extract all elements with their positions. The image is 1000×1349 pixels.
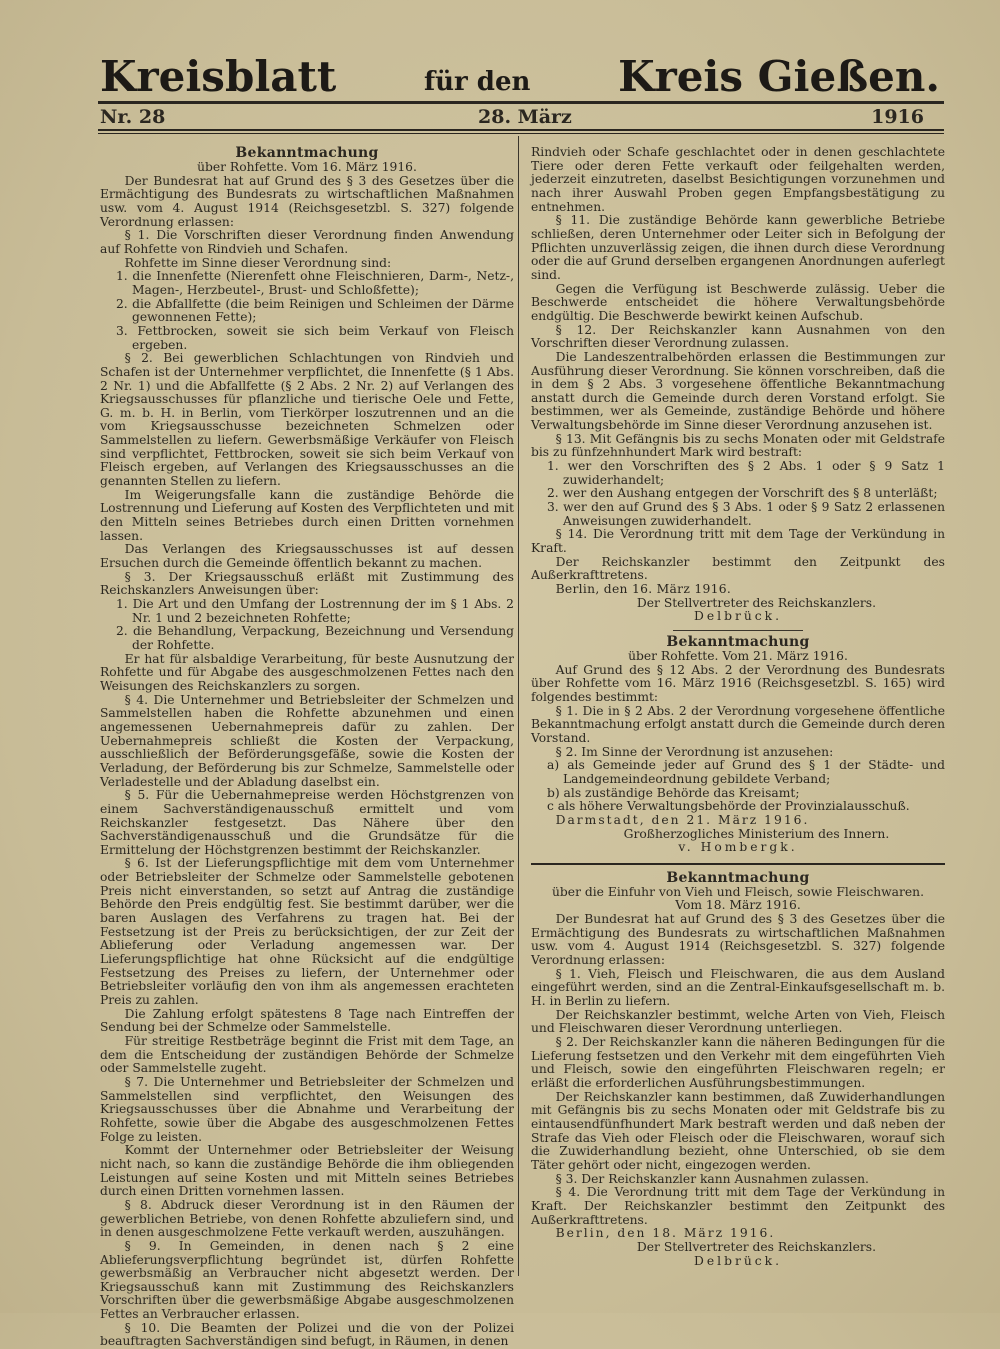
issue-year: 1916 (871, 106, 924, 128)
paragraph: § 1. Die Vorschriften dieser Verordnung finden Anwendung auf Rohfette von Rindvieh und Schafen. (100, 228, 514, 256)
issue-date: 28. März (478, 106, 572, 128)
column-divider (518, 136, 519, 1276)
paragraph: Das Verlangen des Kriegsausschusses ist auf dessen Ersuchen durch die Gemeinde öffentlich bekannt zu machen. (100, 542, 514, 571)
paragraph: § 6. Ist der Lieferungspflichtige mit dem vom Unternehmer oder Betriebsleiter der Schmelze oder Sammelstelle gebotenen Preis nicht einverstanden, so setzt auf Antrag die zuständige Behörde den Preis endgültig fest. Sie bestimmt darüber, wer die baren Auslagen des Verfahrens zu tragen hat. Bei der Festsetzung ist der Preis zu berücksichtigen, der zur Zeit der Ablieferung oder Verladung angemessen war. Der Lieferungspflichtige hat ohne Rücksicht auf die endgültige Festsetzung des Preises zu liefern, der Unternehmer oder Betriebsleiter vorläufig den von ihm als angemessen erachteten Preis zu zahlen. (100, 856, 514, 1008)
paragraph: § 12. Der Reichskanzler kann Ausnahmen von den Vorschriften dieser Verordnung zulassen. (531, 322, 945, 351)
article-heading: Bekanntmachung (235, 145, 379, 161)
paragraph: Im Weigerungsfalle kann die zuständige Behörde die Lostrennung und Lieferung auf Kosten des Verpflichteten und mit den Mitteln seines Betriebes durch einen Dritten vornehmen lassen. (100, 487, 514, 543)
paragraph: § 5. Für die Uebernahmepreise werden Höchstgrenzen von einem Sachverständigenausschuß ermittelt und vom Reichskanzler festgesetzt. Das Nähere über den Sachverständigenausschuß und die Grundsätze für die Ermittelung der Höchstgrenzen bestimmt der Reichskanzler. (100, 788, 514, 857)
paragraph: Auf Grund des § 12 Abs. 2 der Verordnung des Bundesrats über Rohfette vom 16. März 1916 (Reichsgesetzbl. S. 165) wird folgendes bestimmt: (531, 662, 945, 704)
list-item: 3. wer den auf Grund des § 3 Abs. 1 oder § 9 Satz 2 erlassenen Anweisungen zuwiderhandelt. (546, 500, 945, 528)
paragraph: § 4. Die Unternehmer und Betriebsleiter der Schmelzen und Sammelstellen haben die Rohfette abzunehmen und einen angemessenen Uebernahmepreis dafür zu zahlen. Der Uebernahmepreis schließt die Kosten der Verpackung, ausschließlich der Beförderungsgefäße, sowie die Kosten der Verladung, der Beförderung bis zur Schmelze, Sammelstelle oder Verladestelle und der Abladung daselbst ein. (100, 692, 514, 789)
article-subtitle: über Rohfette. Vom 16. März 1916. (197, 160, 417, 174)
issue-number: Nr. 28 (100, 106, 166, 128)
list-item: 1. die Innenfette (Nierenfett ohne Fleischnieren, Darm-, Netz-, Magen-, Herzbeutel-, Brust- und Schloßfette); (115, 269, 514, 297)
paragraph: Der Bundesrat hat auf Grund des § 3 des Gesetzes über die Ermächtigung des Bundesrats zu wirtschaftlichen Maßnahmen usw. vom 4. August 1914 (Reichsgesetzbl. S. 327) folgende Verordnung erlassen: (100, 173, 514, 229)
paragraph: § 1. Vieh, Fleisch und Fleischwaren, die aus dem Ausland eingeführt werden, sind an die Zentral-Einkaufsgesellschaft m. b. H. in Berlin zu liefern. (531, 966, 945, 1009)
paragraph: § 3. Der Reichskanzler kann Ausnahmen zulassen. (555, 1171, 869, 1186)
masthead-title-part2: für den (423, 67, 531, 97)
paragraph: § 14. Die Verordnung tritt mit dem Tage der Verkündung in Kraft. (531, 527, 945, 556)
paragraph: Der Bundesrat hat auf Grund des § 3 des Gesetzes über die Ermächtigung des Bundesrats zu wirtschaftlichen Maßnahmen usw. vom 4. August 1914 (Reichsgesetzbl. S. 327) folgende Verordnung erlassen: (531, 912, 945, 968)
place-date: Darmstadt, den 21. März 1916. (555, 812, 810, 827)
list-item: 2. die Behandlung, Verpackung, Bezeichnung und Versendung der Rohfette. (115, 624, 514, 652)
paragraph: § 11. Die zuständige Behörde kann gewerbliche Betriebe schließen, deren Unternehmer oder Leiter sich in Befolgung der Pflichten unzuverlässig zeigen, die ihnen durch diese Verordnung oder die auf Grund derselben ergangenen Anordnungen auferlegt sind. (531, 213, 945, 282)
paragraph: § 10. Die Beamten der Polizei und die von der Polizei beauftragten Sachverständigen sind befugt, in Räumen, in denen (100, 1320, 514, 1349)
paragraph: Der Reichskanzler bestimmt den Zeitpunkt des Außerkrafttretens. (531, 554, 945, 583)
signature-title: Der Stellvertreter des Reichskanzlers. (636, 1239, 876, 1254)
paragraph: Für streitige Restbeträge beginnt die Frist mit dem Tage, an dem die Entscheidung der zuständigen Behörde der Schmelze oder Sammelstelle zugeht. (100, 1034, 514, 1076)
list-item: 2. wer den Aushang entgegen der Vorschrift des § 8 unterläßt; (546, 486, 938, 501)
paragraph: Die Zahlung erfolgt spätestens 8 Tage nach Eintreffen der Sendung bei der Schmelze oder Sammelstelle. (100, 1006, 514, 1035)
header-rule (98, 129, 944, 131)
paragraph: § 4. Die Verordnung tritt mit dem Tage der Verkündung in Kraft. Der Reichskanzler bestimmt den Zeitpunkt des Außerkrafttretens. (531, 1185, 945, 1227)
paragraph: § 3. Der Kriegsausschuß erläßt mit Zustimmung des Reichskanzlers Anweisungen über: (100, 569, 514, 598)
paragraph-continued: Rindvieh oder Schafe geschlachtet oder in denen geschlachtete Tiere oder deren Fette verkauft oder feilgehalten werden, jederzeit einzutreten, daselbst Besichtigungen vorzunehmen und nach ihrer Auswahl Proben gegen Empfangsbestätigung zu entnehmen. (531, 145, 945, 214)
signature-title: Großherzogliches Ministerium des Innern. (623, 826, 890, 841)
list-item: a) als Gemeinde jeder auf Grund des § 1 der Städte- und Landgemeindeordnung gebildete Verband; (546, 758, 945, 786)
paragraph: Er hat für alsbaldige Verarbeitung, für beste Ausnutzung der Rohfette und für Abgabe des ausgeschmolzenen Fettes nach den Weisungen des Reichskanzlers zu sorgen. (100, 651, 514, 693)
paragraph: Der Reichskanzler bestimmt, welche Arten von Vieh, Fleisch und Fleischwaren dieser Verordnung unterliegen. (531, 1007, 945, 1036)
list-item: c als höhere Verwaltungsbehörde der Provinzialausschuß. (546, 799, 910, 814)
list-item: b) als zuständige Behörde das Kreisamt; (546, 785, 800, 800)
paragraph: Kommt der Unternehmer oder Betriebsleiter der Weisung nicht nach, so kann die zuständige Behörde die ihm obliegenden Leistungen auf seine Kosten und mit Mitteln seines Betriebes durch einen Dritten vornehmen lassen. (100, 1143, 514, 1199)
article-subtitle: Vom 18. März 1916. (675, 898, 801, 913)
masthead-title-part1: Kreisblatt (100, 52, 337, 101)
column-right (531, 146, 945, 1268)
article-heading: Bekanntmachung (666, 869, 810, 886)
list-item: 1. wer den Vorschriften des § 2 Abs. 1 oder § 9 Satz 1 zuwiderhandelt; (546, 459, 945, 487)
paragraph: § 2. Der Reichskanzler kann die näheren Bedingungen für die Lieferung festsetzen und den Verkehr mit dem eingeführten Vieh und Fleisch, sowie den eingeführten Fleischwaren regeln; er erläßt die erforderlichen Ausführungsbestimmungen. (531, 1035, 945, 1090)
article-subtitle: über die Einfuhr von Vieh und Fleisch, sowie Fleischwaren. (552, 884, 924, 899)
list-item: 3. Fettbrocken, soweit sie sich beim Verkauf von Fleisch ergeben. (115, 323, 514, 352)
paragraph: § 8. Abdruck dieser Verordnung ist in den Räumen der gewerblichen Betriebe, von denen Rohfette abzuliefern sind, und in denen ausgeschmolzene Fette verkauft werden, auszuhängen. (100, 1197, 514, 1240)
article-subtitle: über Rohfette. Vom 21. März 1916. (628, 648, 848, 663)
signature-name: Delbrück. (694, 609, 782, 624)
paragraph: § 2. Bei gewerblichen Schlachtungen von Rindvieh und Schafen ist der Unternehmer verpflichtet, die Innenfette (§ 1 Abs. 2 Nr. 1) und die Abfallfette (§ 2 Abs. 2 Nr. 2) auf Verlangen des Kriegsausschusses für pflanzliche und tierische Oele und Fette, G. m. b. H. in Berlin, vom Tierkörper loszutrennen und an die vom Kriegsausschusse bezeichneten Schmelzen oder Sammelstellen zu liefern. Gewerbsmäßige Verkäufer von Fleisch sind verpflichtet, Fettbrocken, soweit sie sich beim Verkauf von Fleisch ergeben, auf Verlangen des Kriegsausschusses an die genannten Stellen zu liefern. (100, 351, 514, 489)
masthead-rule (98, 101, 944, 104)
paragraph: § 2. Im Sinne der Verordnung ist anzusehen: (555, 744, 834, 759)
masthead (100, 30, 940, 101)
paragraph: § 7. Die Unternehmer und Betriebsleiter der Schmelzen und Sammelstellen sind verpflichtet, den Weisungen des Kriegsausschusses über die Abnahme und Verarbeitung der Rohfette, sowie über die Abgabe des ausgeschmolzenen Fettes Folge zu leisten. (100, 1074, 514, 1144)
paragraph: Die Landeszentralbehörden erlassen die Bestimmungen zur Ausführung dieser Verordnung. Sie können vorschreiben, daß die in dem § 2 Abs. 3 vorgesehene öffentliche Bekanntmachung anstatt durch die Gemeinde durch deren Vorstand erfolgt. Sie bestimmen, wer als Gemeinde, zuständige Behörde und höhere Verwaltungsbehörde im Sinne dieser Verordnung anzusehen ist. (531, 349, 945, 433)
paragraph: § 9. In Gemeinden, in denen nach § 2 eine Ablieferungsverpflichtung begründet ist, dürfen Rohfette gewerbsmäßig an Verbraucher nicht abgesetzt werden. Der Kriegsausschuß kann mit Zustimmung des Reichskanzlers Vorschriften über die gewerbsmäßige Abgabe ausgeschmolzenen Fettes an Verbraucher erlassen. (100, 1238, 514, 1322)
separator-rule (673, 630, 803, 631)
article-heading: Bekanntmachung (666, 633, 810, 650)
issue-header (100, 106, 942, 128)
masthead-title-part3: Kreis Gießen. (618, 52, 940, 101)
place-date: Berlin, den 16. März 1916. (555, 582, 732, 596)
paragraph: Rohfette im Sinne dieser Verordnung sind: (124, 255, 392, 270)
signature-name: Delbrück. (694, 1253, 782, 1268)
list-item: 1. Die Art und den Umfang der Lostrennung der im § 1 Abs. 2 Nr. 1 und 2 bezeichneten Rohfette; (115, 597, 514, 625)
paragraph: § 1. Die in § 2 Abs. 2 der Verordnung vorgesehene öffentliche Bekanntmachung erfolgt anstatt durch die Gemeinde durch deren Vorstand. (531, 703, 945, 745)
header-rule-thin (98, 133, 944, 134)
signature-name: v. Hombergk. (678, 840, 798, 855)
place-date: Berlin, den 18. März 1916. (555, 1226, 776, 1241)
paragraph: Gegen die Verfügung ist Beschwerde zulässig. Ueber die Beschwerde entscheidet die höhere Verwaltungsbehörde endgültig. Die Beschwerde bewirkt keinen Aufschub. (531, 281, 945, 323)
paragraph: § 13. Mit Gefängnis bis zu sechs Monaten oder mit Geldstrafe bis zu fünfzehnhundert Mark wird bestraft: (531, 431, 945, 460)
paragraph: Der Reichskanzler kann bestimmen, daß Zuwiderhandlungen mit Gefängnis bis zu sechs Monaten oder mit Geldstrafe bis zu eintausendfünfhundert Mark bestraft werden und daß neben der Strafe das Vieh oder Fleisch oder die Fleischwaren, worauf sich die Zuwiderhandlung bezieht, ohne Unterschied, ob sie dem Täter gehört oder nicht, eingezogen werden. (531, 1089, 945, 1172)
column-left (100, 146, 514, 1349)
list-item: 2. die Abfallfette (die beim Reinigen und Schleimen der Därme gewonnenen Fette); (115, 296, 514, 325)
signature-title: Der Stellvertreter des Reichskanzlers. (636, 595, 876, 610)
article-separator (531, 863, 945, 865)
